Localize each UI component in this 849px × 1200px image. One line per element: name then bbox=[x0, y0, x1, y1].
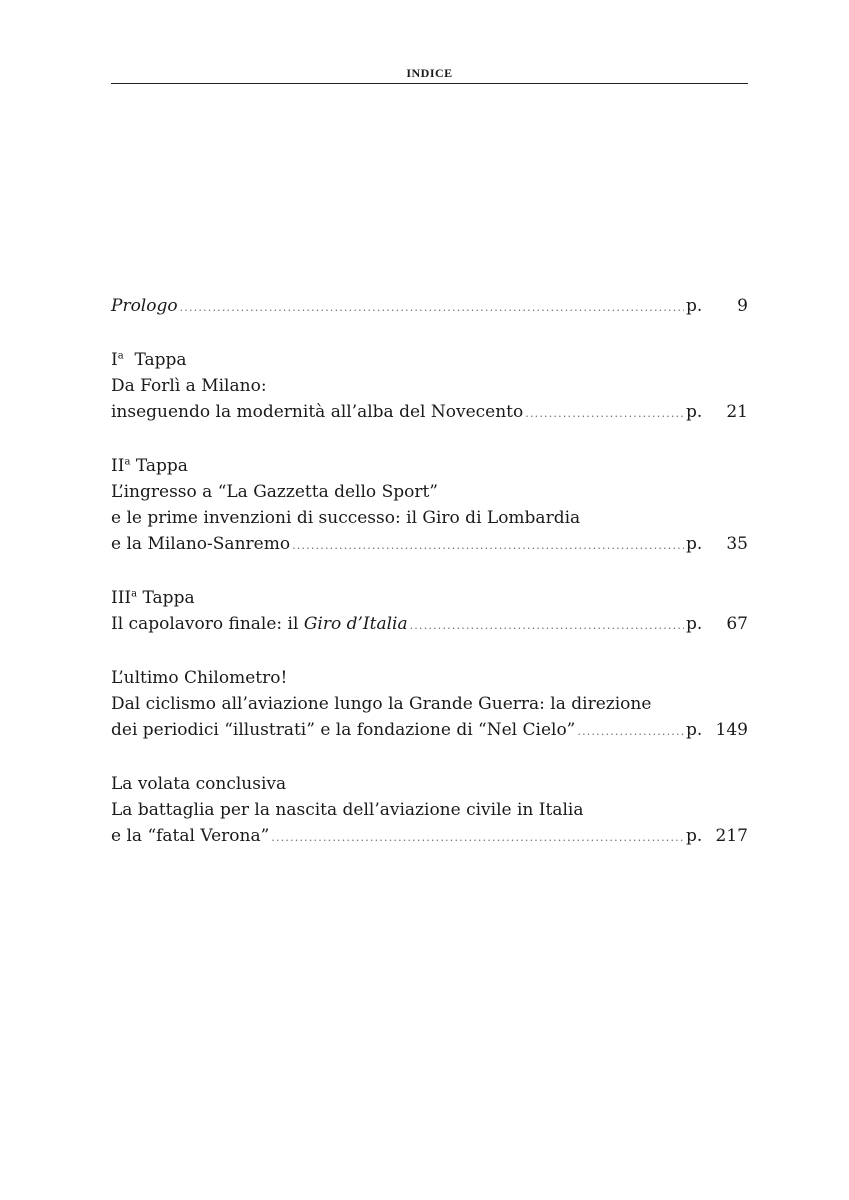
table-of-contents bbox=[111, 293, 748, 877]
entry-last-line: dei periodici “illustrati” e la fondazione di “Nel Cielo” bbox=[111, 720, 576, 740]
label-word: Tappa bbox=[135, 456, 188, 476]
entry-text: Il capolavoro finale: il bbox=[111, 614, 304, 634]
label-sup: a bbox=[117, 350, 124, 362]
page-ref bbox=[686, 611, 748, 637]
label-roman: I bbox=[111, 350, 118, 370]
entry-last-line bbox=[111, 611, 408, 637]
page-ref bbox=[686, 531, 748, 557]
toc-line bbox=[111, 531, 748, 559]
toc-entry-tappa-3 bbox=[111, 585, 748, 639]
entry-label bbox=[111, 347, 748, 373]
entry-line: La battaglia per la nascita dell’aviazione civile in Italia bbox=[111, 800, 584, 820]
entry-italic-title: Giro d’Italia bbox=[303, 614, 408, 634]
page-number: 9 bbox=[737, 296, 748, 316]
label-sup: a bbox=[131, 588, 138, 600]
page-ref bbox=[686, 399, 748, 425]
dot-leader bbox=[525, 401, 684, 427]
entry-label bbox=[111, 585, 748, 611]
page-prefix: p. bbox=[686, 720, 703, 740]
label-word: Tappa bbox=[134, 350, 187, 370]
dot-leader bbox=[271, 825, 684, 851]
entry-last-line: e la Milano-Sanremo bbox=[111, 534, 291, 554]
page-prefix: p. bbox=[686, 402, 703, 422]
dot-leader bbox=[577, 719, 684, 745]
header-rule bbox=[111, 83, 748, 84]
toc-entry-volata-conclusiva bbox=[111, 771, 748, 851]
entry-line: L’ingresso a “La Gazzetta dello Sport” bbox=[111, 482, 438, 502]
toc-line bbox=[111, 611, 748, 639]
entry-line: Da Forlì a Milano: bbox=[111, 376, 267, 396]
dot-leader bbox=[292, 533, 684, 559]
toc-line bbox=[111, 399, 748, 427]
toc-line bbox=[111, 293, 748, 321]
page-prefix: p. bbox=[686, 296, 703, 316]
toc-line bbox=[111, 823, 748, 851]
toc-entry-tappa-1 bbox=[111, 347, 748, 427]
running-header: INDICE bbox=[406, 66, 453, 80]
entry-line: Dal ciclismo all’aviazione lungo la Grande Guerra: la direzione bbox=[111, 694, 652, 714]
page-number: 149 bbox=[715, 720, 748, 740]
page-ref bbox=[686, 823, 748, 849]
entry-label: La volata conclusiva bbox=[111, 774, 287, 794]
toc-line bbox=[111, 717, 748, 745]
page-prefix: p. bbox=[686, 534, 703, 554]
entry-title: Prologo bbox=[111, 296, 178, 316]
page-prefix: p. bbox=[686, 826, 703, 846]
toc-entry-prologo bbox=[111, 293, 748, 321]
page-prefix: p. bbox=[686, 614, 703, 634]
label-roman: II bbox=[111, 456, 125, 476]
page-number: 217 bbox=[715, 826, 748, 846]
dot-leader bbox=[410, 613, 684, 639]
entry-label bbox=[111, 453, 748, 479]
entry-last-line: e la “fatal Verona” bbox=[111, 826, 270, 846]
page-ref bbox=[686, 293, 748, 319]
dot-leader bbox=[180, 295, 684, 321]
entry-last-line: inseguendo la modernità all’alba del Novecento bbox=[111, 402, 524, 422]
label-sup: a bbox=[124, 456, 131, 468]
page-number: 21 bbox=[726, 402, 748, 422]
toc-entry-tappa-2 bbox=[111, 453, 748, 559]
label-word: Tappa bbox=[142, 588, 195, 608]
toc-entry-ultimo-chilometro bbox=[111, 665, 748, 745]
label-roman: III bbox=[111, 588, 132, 608]
entry-label: L’ultimo Chilometro! bbox=[111, 668, 288, 688]
entry-line: e le prime invenzioni di successo: il Giro di Lombardia bbox=[111, 508, 581, 528]
page-number: 67 bbox=[726, 614, 748, 634]
page-number: 35 bbox=[726, 534, 748, 554]
page-ref bbox=[686, 717, 748, 743]
